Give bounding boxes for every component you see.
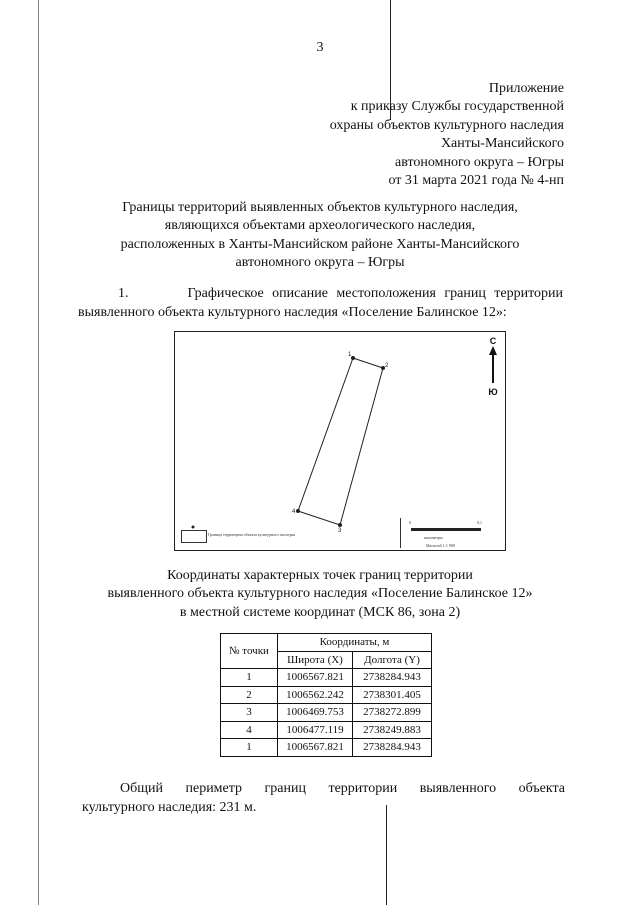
scale-start-label: 0	[409, 520, 411, 525]
appendix-line: охраны объектов культурного наследия	[329, 117, 564, 133]
title-line: являющихся объектами археологического наследия,	[164, 218, 476, 234]
section-number: 1.	[118, 286, 129, 301]
cell-y: 2738272.899	[353, 704, 432, 722]
cell-x: 1006567.821	[278, 669, 353, 687]
title-line: расположенных в Ханты-Мансийском районе Ханты-Мансийского	[120, 236, 520, 252]
point-label-3: 3	[338, 528, 342, 534]
title-line: автономного округа – Югры	[235, 254, 405, 270]
boundary-point-3	[338, 523, 342, 527]
header-latitude: Широта (X)	[278, 651, 353, 669]
boundary-point-1	[351, 356, 355, 360]
perimeter-paragraph	[82, 780, 565, 817]
coord-title-line: выявленного объекта культурного наследия «Поселение Балинское 12»	[107, 586, 533, 602]
table-row	[221, 669, 432, 687]
scale-end-label: 0,1	[477, 520, 482, 525]
north-arrowhead-icon	[489, 346, 497, 355]
cell-y: 2738284.943	[353, 739, 432, 757]
legend-swatch	[181, 530, 207, 543]
point-label-4: 4	[292, 509, 296, 515]
legend-label: Граница территории объекта культурного наследия	[208, 532, 296, 537]
header-point-number: № точки	[221, 634, 278, 669]
cell-x: 1006469.753	[278, 704, 353, 722]
point-label-1: 1	[348, 352, 352, 358]
cell-point: 4	[221, 721, 278, 739]
coordinates-title	[60, 567, 580, 622]
appendix-line: автономного округа – Югры	[395, 154, 564, 170]
appendix-line: к приказу Службы государственной	[350, 99, 564, 115]
coord-title-line: Координаты характерных точек границ территории	[167, 568, 473, 583]
cell-y: 2738249.883	[353, 721, 432, 739]
appendix-line: Приложение	[488, 81, 564, 96]
cell-y: 2738301.405	[353, 686, 432, 704]
appendix-line: от 31 марта 2021 года № 4-нп	[388, 173, 564, 189]
point-label-2: 2	[385, 363, 389, 369]
scale-bar	[411, 528, 481, 531]
table-row	[221, 739, 432, 757]
cell-point: 3	[221, 704, 278, 722]
boundary-map-drawing	[174, 331, 506, 551]
south-label: Ю	[488, 387, 498, 397]
perimeter-line-1: Общий периметр границ территории выявленного объекта	[120, 781, 565, 796]
perimeter-line-2: культурного наследия: 231 м.	[82, 799, 257, 815]
header-longitude: Долгота (Y)	[353, 651, 432, 669]
map-panel-divider	[400, 518, 401, 548]
cell-x: 1006562.242	[278, 686, 353, 704]
scale-ratio-label: Масштаб 1:1 900	[426, 543, 455, 548]
cell-x: 1006567.821	[278, 739, 353, 757]
scan-binding-line	[38, 0, 39, 905]
territory-boundary	[298, 358, 383, 525]
table-row	[221, 721, 432, 739]
north-label: С	[489, 336, 497, 346]
coord-title-line: в местной системе координат (МСК 86, зона 2)	[179, 604, 461, 620]
cell-y: 2738284.943	[353, 669, 432, 687]
page-number: 3	[316, 40, 324, 55]
appendix-line: Ханты-Мансийского	[440, 136, 564, 152]
legend-marker-dot	[192, 526, 195, 529]
table-header-row	[221, 634, 432, 652]
title-line: Границы территорий выявленных объектов культурного наследия,	[122, 200, 518, 215]
cell-point: 1	[221, 739, 278, 757]
table-row	[221, 704, 432, 722]
cell-point: 2	[221, 686, 278, 704]
document-title	[60, 199, 580, 272]
cell-x: 1006477.119	[278, 721, 353, 739]
section-1-paragraph	[78, 285, 563, 322]
scale-unit-label: километры	[424, 535, 443, 540]
scan-fold-line-bottom	[386, 805, 387, 905]
coordinates-table	[220, 633, 432, 757]
table-row	[221, 686, 432, 704]
section-text: Графическое описание местоположения границ территории выявленного объекта культурного наследия «Поселение Балинское 12»:	[78, 286, 563, 320]
header-coordinates: Координаты, м	[278, 634, 432, 652]
boundary-point-4	[296, 509, 300, 513]
cell-point: 1	[221, 669, 278, 687]
appendix-header	[264, 80, 564, 190]
